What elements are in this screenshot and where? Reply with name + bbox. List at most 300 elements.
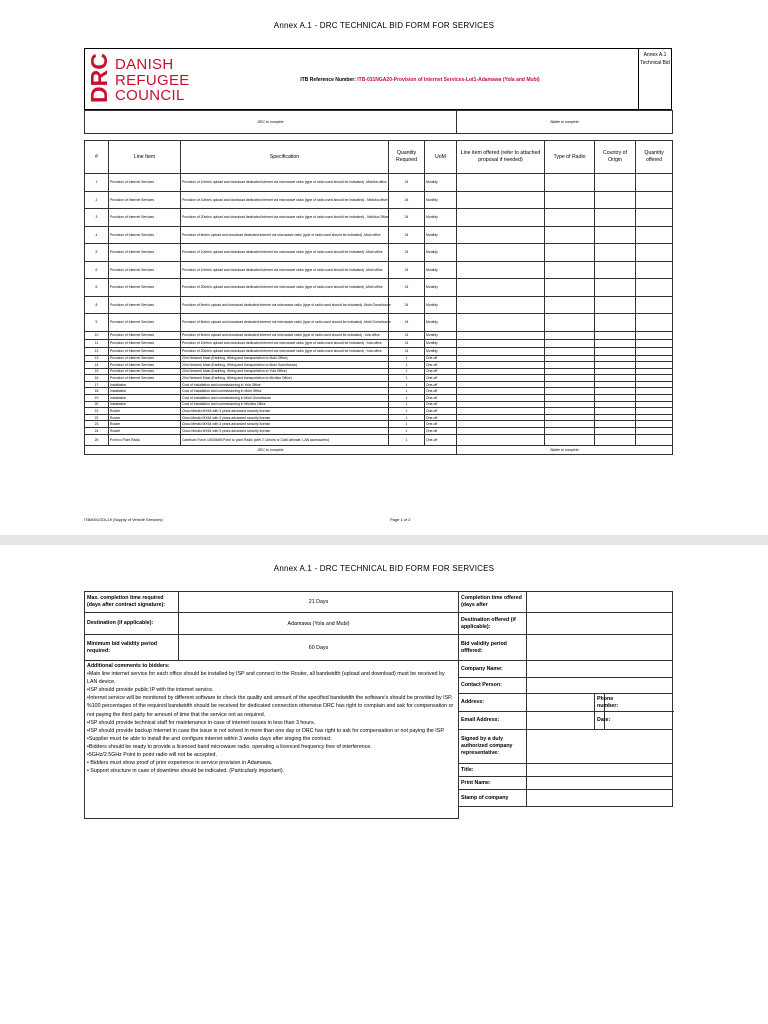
row-type-of-radio[interactable] — [545, 191, 595, 209]
table-row — [85, 368, 673, 375]
row-quantity-offered[interactable] — [636, 261, 673, 279]
row-quantity-offered[interactable] — [636, 414, 673, 421]
row-country-of-origin[interactable] — [595, 401, 636, 408]
validity-offered-label: Bid validity period offfered: — [459, 635, 527, 661]
row-quantity: 1 — [389, 414, 425, 421]
row-uom: Monthly — [425, 279, 457, 297]
row-quantity: 1 — [389, 434, 425, 445]
row-country-of-origin[interactable] — [595, 296, 636, 314]
row-specification: Cambium Force 180/25dBi Point to point Radio (with 2 Lintons or Cat6 ultimate, LAN accessories) — [181, 434, 389, 445]
row-specification: Provision of 8mb/s upload and download dedicated internet via microwave radio (type of radio used should be indicated) -Mubi Guesthouse — [181, 314, 389, 332]
print-name-label: Print Name: — [459, 777, 527, 790]
row-type-of-radio[interactable] — [545, 368, 595, 375]
row-specification: 20m Network Mast (Earthing, Wiring and transportation to Mubi Office) — [181, 355, 389, 362]
row-number: 12 — [85, 347, 109, 355]
table-row — [85, 209, 673, 227]
row-quantity: 1 — [389, 362, 425, 369]
row-line-item: Provision of Internet Services — [109, 314, 181, 332]
blank-cell — [459, 807, 673, 819]
row-uom: One-off — [425, 421, 457, 428]
bidder-to-complete: Bidder to complete — [457, 111, 673, 134]
bidder-to-complete-footer: Bidder to complete — [457, 445, 673, 454]
contact-person-field[interactable] — [527, 678, 673, 694]
row-country-of-origin[interactable] — [595, 368, 636, 375]
row-number: 18 — [85, 388, 109, 395]
row-line-item-offered[interactable] — [457, 244, 545, 262]
row-quantity-offered[interactable] — [636, 362, 673, 369]
drc-to-complete-footer: DRC to complete — [85, 445, 457, 454]
row-number: 17 — [85, 381, 109, 388]
min-validity-label: Minimum bid validity period required: — [85, 635, 179, 661]
row-type-of-radio[interactable] — [545, 296, 595, 314]
row-specification: Cost of Installation and commissioning in Mubi Guesthouse — [181, 395, 389, 402]
row-type-of-radio[interactable] — [545, 355, 595, 362]
row-uom: One-off — [425, 401, 457, 408]
row-specification: Provision of 20mb/s upload and download dedicated internet via microwave radio (type of radio used should be indicated) -Mubi office — [181, 279, 389, 297]
row-number: 10 — [85, 331, 109, 339]
row-number: 5 — [85, 244, 109, 262]
row-uom: Monthly — [425, 174, 457, 192]
row-line-item-offered[interactable] — [457, 209, 545, 227]
contact-person-label: Contact Person: — [459, 678, 527, 694]
row-country-of-origin[interactable] — [595, 331, 636, 339]
logo-line-2: REFUGEE — [115, 71, 190, 89]
row-specification: Provision of 5mb/s upload and download dedicated internet via microwave radio (type of radio used should be indicated) -Mubi Guesthouse — [181, 296, 389, 314]
row-specification: 20m Network Mast (Earthing, Wiring and transportation to Yola Office) — [181, 368, 389, 375]
drc-to-complete: DRC to complete — [85, 111, 457, 134]
table-row — [85, 191, 673, 209]
col-line-item: Line Item — [109, 141, 181, 174]
row-quantity-offered[interactable] — [636, 368, 673, 375]
row-country-of-origin[interactable] — [595, 395, 636, 402]
table-row — [85, 226, 673, 244]
row-uom: Monthly — [425, 191, 457, 209]
row-quantity: 1 — [389, 388, 425, 395]
address-label: Address: — [459, 694, 527, 712]
row-line-item: Provision of Internet Services — [109, 209, 181, 227]
row-quantity-offered[interactable] — [636, 408, 673, 415]
row-line-item-offered[interactable] — [457, 355, 545, 362]
annex-box: Annex A.1 Technical Bid — [638, 49, 671, 111]
row-country-of-origin[interactable] — [595, 421, 636, 428]
row-type-of-radio[interactable] — [545, 421, 595, 428]
row-type-of-radio[interactable] — [545, 339, 595, 347]
row-country-of-origin[interactable] — [595, 362, 636, 369]
additional-comments — [85, 661, 459, 819]
validity-offered-field[interactable] — [527, 635, 673, 661]
row-country-of-origin[interactable] — [595, 381, 636, 388]
row-quantity-offered[interactable] — [636, 395, 673, 402]
row-uom: One-off — [425, 368, 457, 375]
row-line-item: Installation — [109, 381, 181, 388]
row-line-item-offered[interactable] — [457, 314, 545, 332]
row-specification: Cisco Meraki MX64 with 3 years advanced security license — [181, 421, 389, 428]
row-quantity: 24 — [389, 314, 425, 332]
row-line-item-offered[interactable] — [457, 339, 545, 347]
row-number: 20 — [85, 401, 109, 408]
row-country-of-origin[interactable] — [595, 428, 636, 435]
destination-offered-label: Destination offered (if applicable): — [459, 613, 527, 635]
row-country-of-origin[interactable] — [595, 174, 636, 192]
signature-field[interactable] — [527, 730, 673, 764]
row-type-of-radio[interactable] — [545, 362, 595, 369]
row-country-of-origin[interactable] — [595, 261, 636, 279]
comment-item: • Bidders must show proof of prior experience in service provision in Adamawa. — [87, 760, 273, 767]
row-specification: Provision of 20mb/s upload and download dedicated internet via microwave radio (type of radio used should be indicated) -Yola office — [181, 347, 389, 355]
row-quantity: 24 — [389, 209, 425, 227]
comment-item: •5GHz/2.5GHz Point to point radio will not be accepted. — [87, 752, 217, 759]
row-line-item: Router — [109, 421, 181, 428]
row-quantity: 1 — [389, 395, 425, 402]
row-line-item: Installation — [109, 401, 181, 408]
row-line-item-offered[interactable] — [457, 296, 545, 314]
row-country-of-origin[interactable] — [595, 244, 636, 262]
table-row — [85, 261, 673, 279]
min-validity-value: 60 Days — [179, 635, 459, 661]
address-field[interactable] — [527, 694, 595, 712]
row-type-of-radio[interactable] — [545, 375, 595, 382]
row-specification: Cost of Installation and commissioning in Mubi Office — [181, 388, 389, 395]
row-line-item: Provision of Internet Services — [109, 375, 181, 382]
row-country-of-origin[interactable] — [595, 388, 636, 395]
row-line-item-offered[interactable] — [457, 261, 545, 279]
row-number: 4 — [85, 226, 109, 244]
row-number: 1 — [85, 174, 109, 192]
row-quantity: 24 — [389, 191, 425, 209]
comment-item: •Internet service will be monitored by different software to check the quality and amount of the specified bandwidth the software's should be provided by ISP, %100 percentages of the required bandwidth should be received for dedicated connection otherwise DRC has right to complain and ask for compensation or not paying the third party for amount of time that the service not as required. — [87, 695, 454, 718]
table-row — [85, 421, 673, 428]
row-specification: Provision of 10mb/s upload and download dedicated internet via microwave radio (type of radio used should be indicated) -Yola office — [181, 339, 389, 347]
row-type-of-radio[interactable] — [545, 279, 595, 297]
row-type-of-radio[interactable] — [545, 401, 595, 408]
footer-left: ITB#001GDL19 (Supply of Vehicle Services) — [84, 517, 163, 522]
row-quantity: 24 — [389, 261, 425, 279]
company-name-field[interactable] — [527, 661, 673, 678]
svg-text:DRC: DRC — [86, 53, 112, 103]
row-specification: Cost of Installation and commissioning in Michika Office — [181, 401, 389, 408]
row-line-item-offered[interactable] — [457, 414, 545, 421]
row-uom: One-off — [425, 408, 457, 415]
phone-label: Phone number: — [595, 694, 605, 712]
date-field[interactable] — [605, 712, 673, 730]
signed-label: Signed by a duly authorized company representative: — [459, 730, 527, 764]
row-quantity-offered[interactable] — [636, 421, 673, 428]
table-row — [85, 375, 673, 382]
col-specification: Specification — [181, 141, 389, 174]
row-country-of-origin[interactable] — [595, 339, 636, 347]
row-uom: Monthly — [425, 331, 457, 339]
row-uom: One-off — [425, 381, 457, 388]
row-quantity-offered[interactable] — [636, 381, 673, 388]
row-line-item-offered[interactable] — [457, 191, 545, 209]
print-name-field[interactable] — [527, 777, 673, 790]
row-line-item-offered[interactable] — [457, 381, 545, 388]
title-label: Title: — [459, 764, 527, 777]
row-uom: One-off — [425, 355, 457, 362]
row-quantity-offered[interactable] — [636, 375, 673, 382]
row-uom: Monthly — [425, 209, 457, 227]
row-quantity-offered[interactable] — [636, 401, 673, 408]
row-quantity: 24 — [389, 226, 425, 244]
row-specification: 20m Network Mast (Earthing, Wiring and transportation to Michika Office) — [181, 375, 389, 382]
row-line-item: Provision of Internet Services — [109, 368, 181, 375]
row-type-of-radio[interactable] — [545, 381, 595, 388]
row-specification: Provision of 10mb/s upload and download dedicated internet via microwave radio (type of radio used should be indicated) -Michika office — [181, 174, 389, 192]
completion-offered-label: Completion time offered (days after — [459, 592, 527, 613]
row-uom: Monthly — [425, 339, 457, 347]
col-line-item-offered: Line item offered (refer to attached proposal if needed) — [457, 141, 545, 174]
row-number: 19 — [85, 395, 109, 402]
title-field[interactable] — [527, 764, 673, 777]
row-quantity-offered[interactable] — [636, 296, 673, 314]
row-quantity: 24 — [389, 339, 425, 347]
row-number: 14 — [85, 362, 109, 369]
table-row — [85, 339, 673, 347]
table-row — [85, 279, 673, 297]
row-quantity-offered[interactable] — [636, 347, 673, 355]
comment-item: •ISP should provide backup Internet in case the issue is not solved in more than one day or DRC has right to ask for compensation or not paying the ISP. — [87, 727, 445, 734]
row-line-item: Provision of Internet Services — [109, 339, 181, 347]
band-row — [85, 111, 673, 134]
row-line-item: Provision of Internet Services — [109, 226, 181, 244]
row-line-item-offered[interactable] — [457, 375, 545, 382]
row-number: 15 — [85, 368, 109, 375]
row-country-of-origin[interactable] — [595, 408, 636, 415]
itb-value: ITB-031NGA20-Provision of Internet Services-Lot1-Adamawa (Yola and Mubi) — [357, 77, 540, 83]
row-type-of-radio[interactable] — [545, 414, 595, 421]
row-type-of-radio[interactable] — [545, 244, 595, 262]
row-uom: Monthly — [425, 296, 457, 314]
row-line-item: Router — [109, 428, 181, 435]
row-line-item: Provision of Internet Services — [109, 261, 181, 279]
row-quantity-offered[interactable] — [636, 314, 673, 332]
destination-value: Adamawa (Yola and Mubi) — [179, 613, 459, 635]
comment-item: •Main line internet service for each office should be installed by ISP and connect to the Router, all bandwidth (upload and download) must be received by LAN device. — [87, 671, 445, 686]
table-row — [85, 434, 673, 445]
row-line-item-offered[interactable] — [457, 174, 545, 192]
row-line-item-offered[interactable] — [457, 388, 545, 395]
row-uom: One-off — [425, 434, 457, 445]
comment-item: •ISP should provide technical staff for maintenance in case of internet issues in less than 3 hours. — [87, 719, 316, 726]
destination-offered-field[interactable] — [527, 613, 673, 635]
table-row — [85, 388, 673, 395]
table-row — [85, 331, 673, 339]
col-number: # — [85, 141, 109, 174]
row-type-of-radio[interactable] — [545, 347, 595, 355]
row-line-item-offered[interactable] — [457, 434, 545, 445]
row-number: 21 — [85, 408, 109, 415]
email-field[interactable] — [527, 712, 595, 730]
row-uom: Monthly — [425, 226, 457, 244]
row-line-item-offered[interactable] — [457, 362, 545, 369]
stamp-label: Stamp of company — [459, 790, 527, 807]
row-type-of-radio[interactable] — [545, 388, 595, 395]
row-quantity: 1 — [389, 381, 425, 388]
row-line-item-offered[interactable] — [457, 408, 545, 415]
table-row — [85, 174, 673, 192]
row-specification: 20m Network Mast (Earthing, Wiring and transportation to Mubi Guesthouse) — [181, 362, 389, 369]
max-completion-value: 21 Days — [179, 592, 459, 613]
table-row — [85, 347, 673, 355]
row-quantity: 1 — [389, 428, 425, 435]
page-title: Annex A.1 - DRC TECHNICAL BID FORM FOR SERVICES — [273, 21, 495, 30]
row-line-item: Provision of Internet Services — [109, 331, 181, 339]
row-quantity-offered[interactable] — [636, 279, 673, 297]
row-uom: Monthly — [425, 314, 457, 332]
row-number: 8 — [85, 296, 109, 314]
row-line-item: Provision of Internet Services — [109, 174, 181, 192]
row-country-of-origin[interactable] — [595, 434, 636, 445]
row-line-item: Provision of Internet Services — [109, 296, 181, 314]
row-type-of-radio[interactable] — [545, 209, 595, 227]
row-quantity-offered[interactable] — [636, 331, 673, 339]
row-quantity: 1 — [389, 401, 425, 408]
footer-band-row — [85, 445, 673, 454]
row-number: 2 — [85, 191, 109, 209]
row-quantity: 24 — [389, 174, 425, 192]
row-uom: Monthly — [425, 347, 457, 355]
col-quantity-offered: Quantity offered — [636, 141, 673, 174]
row-specification: Provision of 20mb/s upload and download dedicated internet via microwave radio (type of radio used should be indicated) - Michika Office — [181, 209, 389, 227]
row-uom: One-off — [425, 395, 457, 402]
row-number: 25 — [85, 434, 109, 445]
row-line-item: Provision of Internet Services — [109, 347, 181, 355]
row-country-of-origin[interactable] — [595, 414, 636, 421]
table-row — [85, 381, 673, 388]
row-type-of-radio[interactable] — [545, 408, 595, 415]
table-row — [85, 428, 673, 435]
row-country-of-origin[interactable] — [595, 314, 636, 332]
row-quantity-offered[interactable] — [636, 244, 673, 262]
row-uom: One-off — [425, 388, 457, 395]
comments-list — [87, 670, 456, 775]
row-quantity: 24 — [389, 296, 425, 314]
destination-label: Destination (if applicable): — [85, 613, 179, 635]
row-line-item: Provision of Internet Services — [109, 244, 181, 262]
row-quantity-offered[interactable] — [636, 339, 673, 347]
row-line-item-offered[interactable] — [457, 347, 545, 355]
row-country-of-origin[interactable] — [595, 209, 636, 227]
row-line-item-offered[interactable] — [457, 401, 545, 408]
max-completion-label: Max. completion time required (days after contract signature): — [85, 592, 179, 613]
row-specification: Provision of 10mb/s upload and download dedicated internet via microwave radio (type of radio used should be indicated) -Mubi office — [181, 261, 389, 279]
table-row — [85, 362, 673, 369]
row-uom: One-off — [425, 414, 457, 421]
row-number: 9 — [85, 314, 109, 332]
row-line-item: Installation — [109, 388, 181, 395]
row-line-item-offered[interactable] — [457, 279, 545, 297]
row-quantity-offered[interactable] — [636, 209, 673, 227]
row-type-of-radio[interactable] — [545, 226, 595, 244]
comment-item: • Support structure in case of downtime should be indicated. (Particularly important). — [87, 768, 285, 775]
row-quantity: 1 — [389, 375, 425, 382]
row-type-of-radio[interactable] — [545, 261, 595, 279]
logo-line-3: COUNCIL — [115, 87, 185, 104]
table-row — [85, 314, 673, 332]
row-country-of-origin[interactable] — [595, 355, 636, 362]
row-quantity-offered[interactable] — [636, 355, 673, 362]
row-quantity: 24 — [389, 347, 425, 355]
col-type-of-radio: Type of Radio — [545, 141, 595, 174]
row-number: 11 — [85, 339, 109, 347]
row-line-item-offered[interactable] — [457, 421, 545, 428]
row-line-item-offered[interactable] — [457, 395, 545, 402]
row-line-item: Router — [109, 408, 181, 415]
row-specification: Provision of 10mb/s upload and download dedicated internet via microwave radio (type of radio used should be indicated) -Mubi office — [181, 244, 389, 262]
row-specification: Cost of Installation and commissioning in Yola Office — [181, 381, 389, 388]
table-row — [85, 408, 673, 415]
row-quantity: 1 — [389, 368, 425, 375]
row-specification: Cisco Meraki MX64 with 3 years advanced security license — [181, 414, 389, 421]
row-number: 6 — [85, 279, 109, 297]
col-uom: UoM — [425, 141, 457, 174]
row-quantity-offered[interactable] — [636, 388, 673, 395]
stamp-field[interactable] — [527, 790, 673, 807]
row-type-of-radio[interactable] — [545, 428, 595, 435]
table-row — [85, 244, 673, 262]
row-type-of-radio[interactable] — [545, 331, 595, 339]
row-uom: One-off — [425, 375, 457, 382]
row-specification: Provision of 8mb/s upload and download dedicated internet via microwave radio (type of radio used should be indicated) -Mubi office — [181, 226, 389, 244]
comment-item: •Supplier must be able to install the and configure internet within 3 weeks days after singing the contract. — [87, 735, 333, 742]
row-number: 6 — [85, 261, 109, 279]
row-line-item-offered[interactable] — [457, 331, 545, 339]
table-row — [85, 296, 673, 314]
row-type-of-radio[interactable] — [545, 174, 595, 192]
row-type-of-radio[interactable] — [545, 314, 595, 332]
row-country-of-origin[interactable] — [595, 347, 636, 355]
page-2 — [0, 545, 768, 1024]
company-name-label: Company Name: — [459, 661, 527, 678]
row-country-of-origin[interactable] — [595, 226, 636, 244]
row-number: 16 — [85, 375, 109, 382]
row-specification: Provision of 10mb/s upload and download dedicated internet via microwave radio (type of radio used should be indicated) - Michika office — [181, 191, 389, 209]
table-row — [85, 355, 673, 362]
page-2-title: Annex A.1 - DRC TECHNICAL BID FORM FOR SERVICES — [273, 564, 495, 573]
row-country-of-origin[interactable] — [595, 375, 636, 382]
row-quantity-offered[interactable] — [636, 434, 673, 445]
row-number: 22 — [85, 414, 109, 421]
completion-offered-field[interactable] — [527, 592, 673, 613]
row-quantity: 1 — [389, 408, 425, 415]
row-line-item: Provision of Internet Services — [109, 191, 181, 209]
row-country-of-origin[interactable] — [595, 191, 636, 209]
email-label: Email Address: — [459, 712, 527, 730]
row-specification: Provision of 8mb/s upload and download dedicated internet via microwave radio (type of radio used should be indicated) -Yola office — [181, 331, 389, 339]
row-type-of-radio[interactable] — [545, 395, 595, 402]
technical-bid-table — [84, 81, 673, 455]
row-line-item-offered[interactable] — [457, 368, 545, 375]
row-specification: Cisco Meraki MX64 with 3 years advanced security license — [181, 428, 389, 435]
comment-item: •Bidders should be ready to provide a licenced band microwave radio. operating a licenced frequency free of interference. — [87, 743, 372, 750]
row-uom: Monthly — [425, 261, 457, 279]
row-quantity: 24 — [389, 279, 425, 297]
row-country-of-origin[interactable] — [595, 279, 636, 297]
row-line-item-offered[interactable] — [457, 428, 545, 435]
row-quantity-offered[interactable] — [636, 226, 673, 244]
table-row — [85, 401, 673, 408]
row-line-item: Provision of Internet Services — [109, 279, 181, 297]
row-quantity-offered[interactable] — [636, 428, 673, 435]
row-line-item: Router — [109, 414, 181, 421]
row-quantity-offered[interactable] — [636, 191, 673, 209]
row-uom: Monthly — [425, 244, 457, 262]
row-quantity: 24 — [389, 244, 425, 262]
row-quantity-offered[interactable] — [636, 174, 673, 192]
row-line-item-offered[interactable] — [457, 226, 545, 244]
row-type-of-radio[interactable] — [545, 434, 595, 445]
row-number: 23 — [85, 421, 109, 428]
